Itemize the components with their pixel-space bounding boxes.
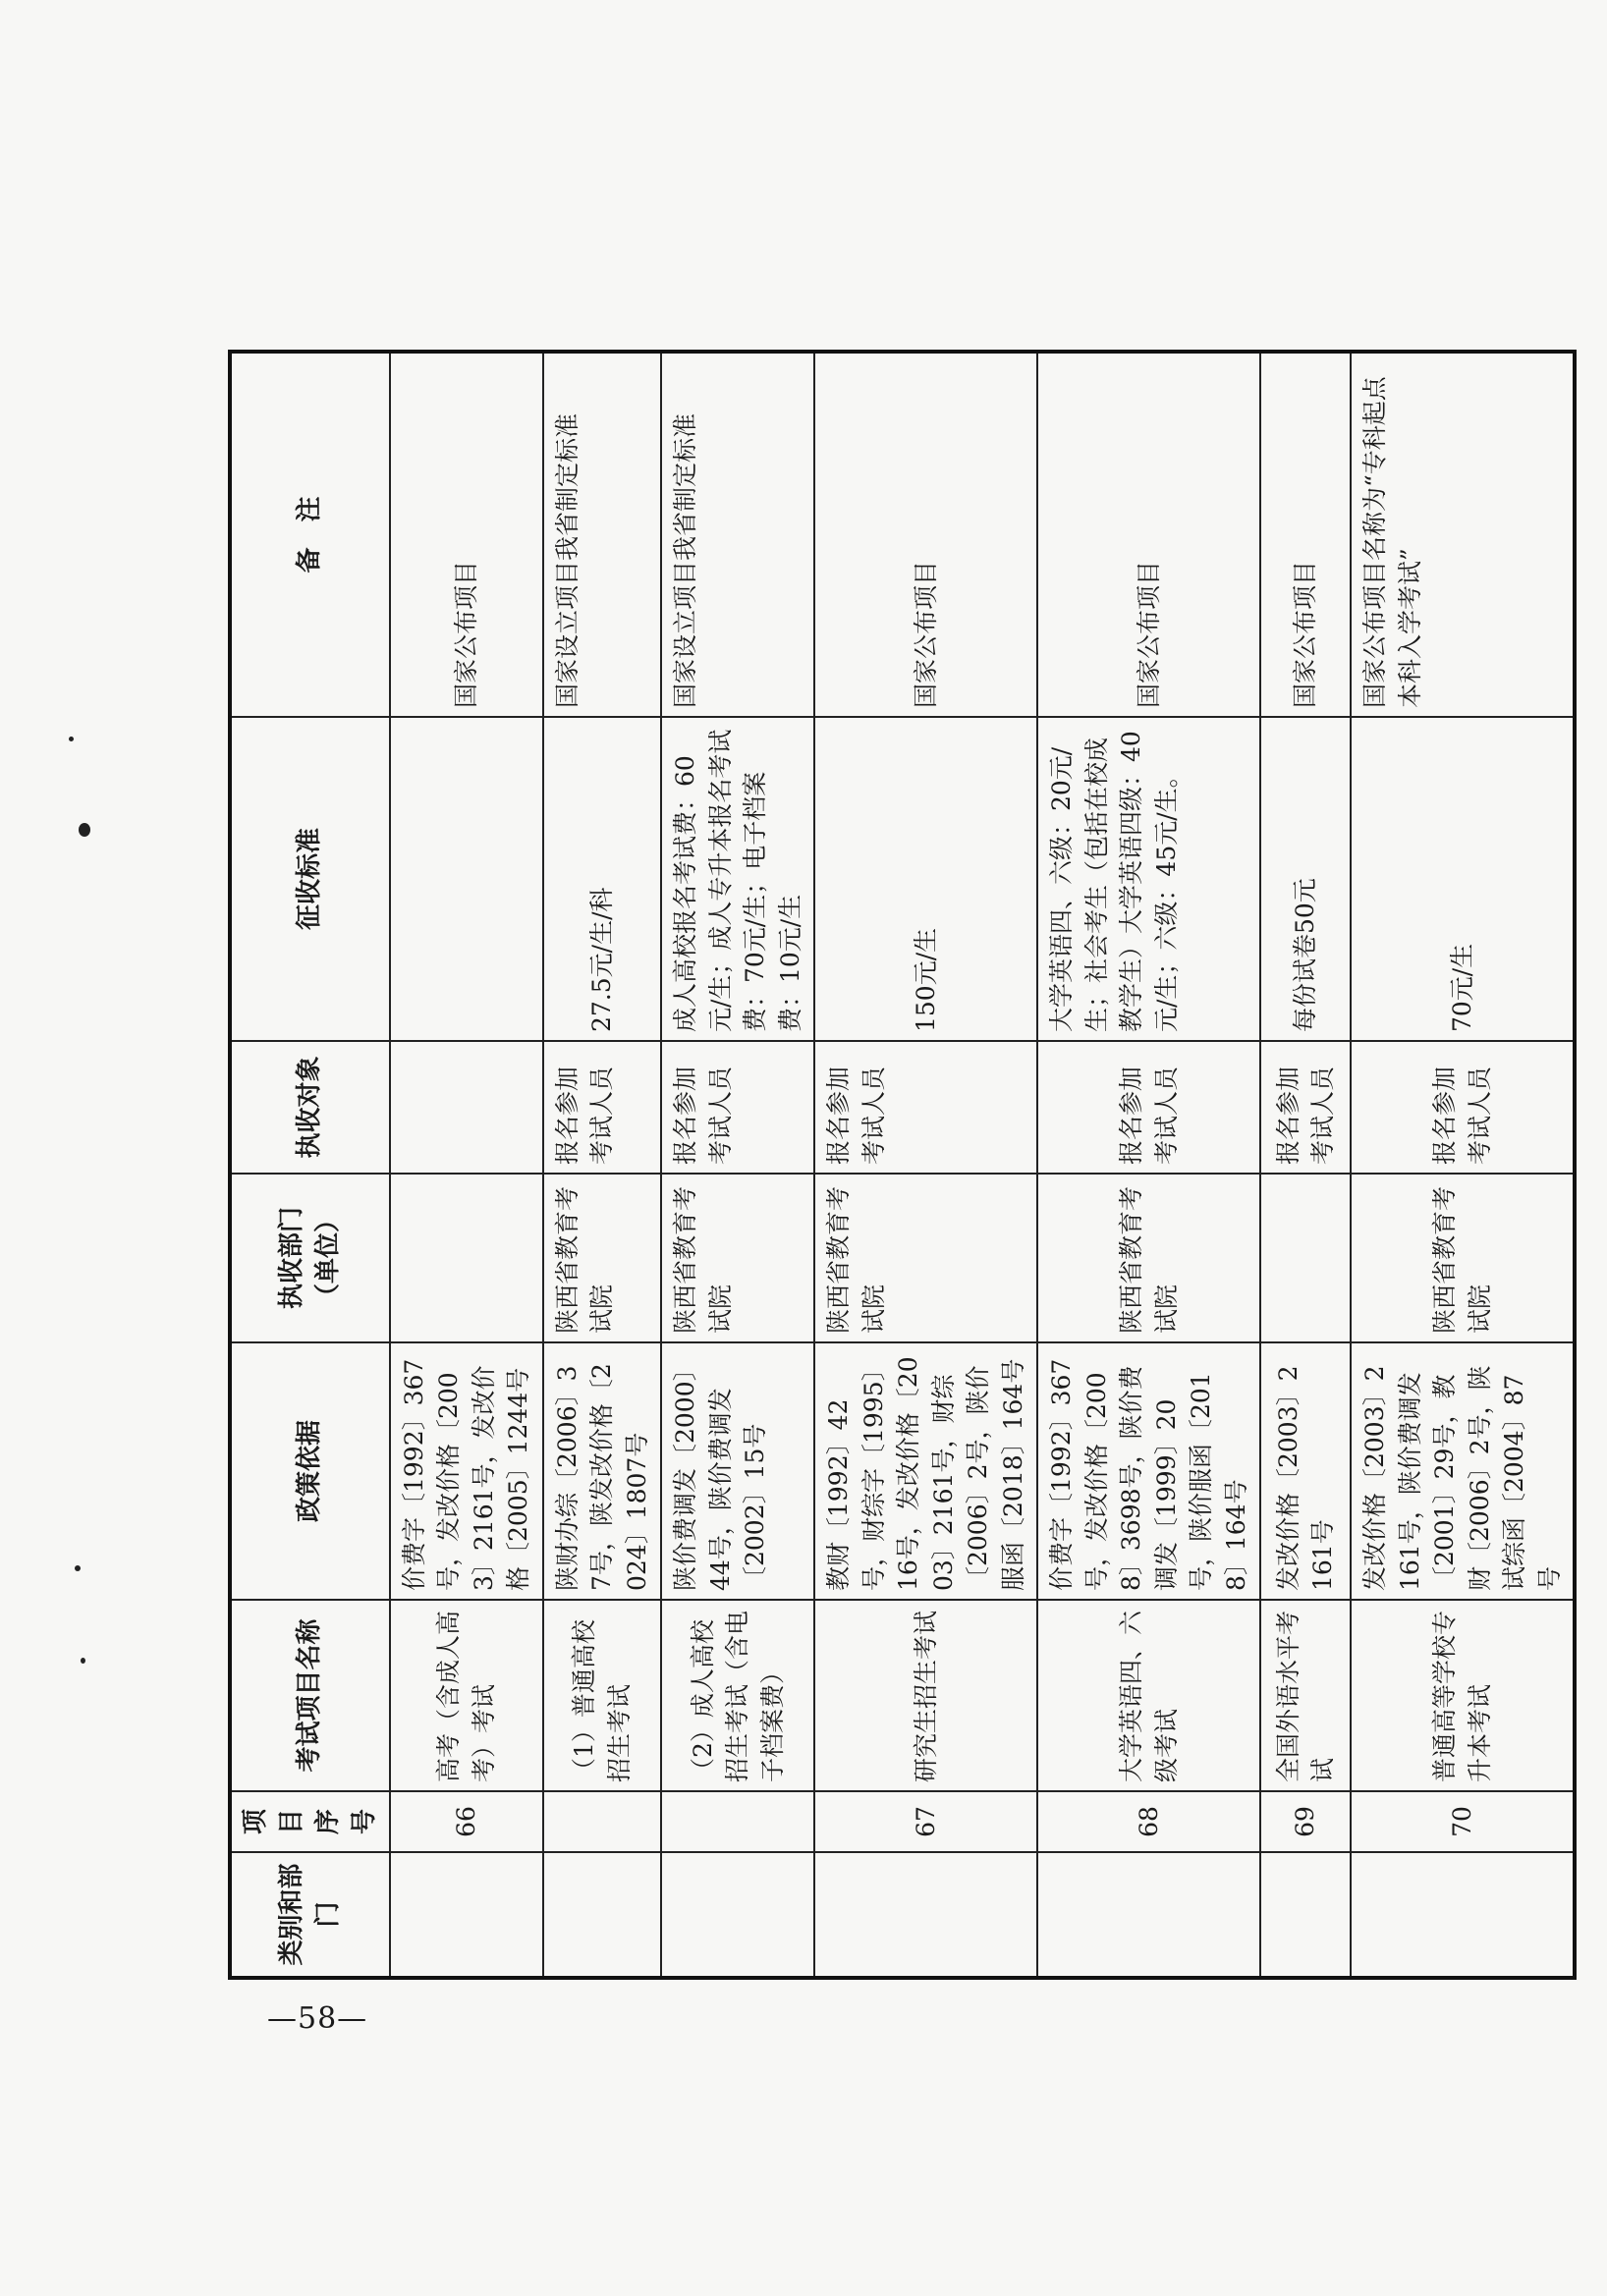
cell-remarks: 国家公布项目 [390, 352, 543, 717]
cell-target: 报名参加考试人员 [543, 1041, 662, 1174]
scan-speck [79, 823, 90, 837]
cell-remarks: 国家公布项目 [1037, 352, 1260, 717]
cell-serial [543, 1791, 662, 1852]
cell-serial: 69 [1260, 1791, 1351, 1852]
cell-target: 报名参加考试人员 [814, 1041, 1037, 1174]
cell-exam-name: 大学英语四、六级考试 [1037, 1600, 1260, 1791]
header-serial: 项目序号 [230, 1791, 390, 1852]
rotated-fee-table [228, 354, 1564, 1980]
cell-target: 报名参加考试人员 [1260, 1041, 1351, 1174]
scan-speck [75, 1565, 81, 1571]
cell-standard: 27.5元/生/科 [543, 717, 662, 1041]
cell-remarks: 国家设立项目我省制定标准 [661, 352, 814, 717]
table-header-row [230, 352, 390, 1978]
table-row [1037, 352, 1260, 1978]
cell-category [814, 1852, 1037, 1978]
table-row [661, 352, 814, 1978]
cell-serial [661, 1791, 814, 1852]
cell-dept: 陕西省教育考试院 [814, 1174, 1037, 1342]
cell-exam-name: 研究生招生考试 [814, 1600, 1037, 1791]
scan-speck [81, 1658, 85, 1664]
cell-dept: 陕西省教育考试院 [661, 1174, 814, 1342]
exam-fee-table [228, 350, 1577, 1980]
cell-serial: 70 [1351, 1791, 1575, 1852]
header-dept: 执收部门（单位） [230, 1174, 390, 1342]
table-row [1351, 352, 1575, 1978]
cell-policy: 教财〔1992〕42号，财综字〔1995〕16号，发改价格〔2003〕2161号，财综〔2006〕2号，陕价服函〔2018〕164号 [814, 1342, 1037, 1600]
cell-exam-name: 高考（含成人高考）考试 [390, 1600, 543, 1791]
cell-category [661, 1852, 814, 1978]
cell-policy: 价费字〔1992〕367号，发改价格〔2008〕3698号，陕价费调发〔1999〕20号，陕价服函〔2018〕164号 [1037, 1342, 1260, 1600]
cell-standard: 70元/生 [1351, 717, 1575, 1041]
table-row [543, 352, 662, 1978]
cell-category [390, 1852, 543, 1978]
cell-category [1260, 1852, 1351, 1978]
header-category: 类别和部门 [230, 1852, 390, 1978]
cell-serial: 68 [1037, 1791, 1260, 1852]
cell-remarks: 国家公布项目 [1260, 352, 1351, 717]
cell-exam-name: （1）普通高校招生考试 [543, 1600, 662, 1791]
cell-target: 报名参加考试人员 [661, 1041, 814, 1174]
cell-target: 报名参加考试人员 [1037, 1041, 1260, 1174]
cell-dept: 陕西省教育考试院 [543, 1174, 662, 1342]
cell-dept [1260, 1174, 1351, 1342]
header-target: 执收对象 [230, 1041, 390, 1174]
cell-policy: 发改价格〔2003〕2161号 [1260, 1342, 1351, 1600]
cell-standard: 150元/生 [814, 717, 1037, 1041]
cell-policy: 陕价费调发〔2000〕44号，陕价费调发〔2002〕15号 [661, 1342, 814, 1600]
table-row [390, 352, 543, 1978]
cell-remarks: 国家公布项目名称为“专科起点本科入学考试” [1351, 352, 1575, 717]
cell-remarks: 国家设立项目我省制定标准 [543, 352, 662, 717]
cell-category [1351, 1852, 1575, 1978]
cell-policy: 陕财办综〔2006〕37号，陕发改价格〔2024〕1807号 [543, 1342, 662, 1600]
header-standard: 征收标准 [230, 717, 390, 1041]
cell-standard [390, 717, 543, 1041]
cell-standard: 每份试卷50元 [1260, 717, 1351, 1041]
cell-standard: 成人高校报名考试费：60元/生；成人专升本报名考试费：70元/生；电子档案费：10元/生 [661, 717, 814, 1041]
cell-serial: 67 [814, 1791, 1037, 1852]
cell-exam-name: 普通高等学校专升本考试 [1351, 1600, 1575, 1791]
cell-policy: 价费字〔1992〕367号，发改价格〔2003〕2161号，发改价格〔2005〕1244号 [390, 1342, 543, 1600]
header-policy: 政策依据 [230, 1342, 390, 1600]
cell-target: 报名参加考试人员 [1351, 1041, 1575, 1174]
cell-category [543, 1852, 662, 1978]
cell-serial: 66 [390, 1791, 543, 1852]
page-number: —58— [267, 2001, 368, 2036]
cell-exam-name: （2）成人高校招生考试（含电子档案费） [661, 1600, 814, 1791]
cell-remarks: 国家公布项目 [814, 352, 1037, 717]
cell-dept: 陕西省教育考试院 [1351, 1174, 1575, 1342]
header-exam-name: 考试项目名称 [230, 1600, 390, 1791]
scan-speck [69, 737, 74, 741]
table-row [814, 352, 1037, 1978]
table-row [1260, 352, 1351, 1978]
cell-category [1037, 1852, 1260, 1978]
cell-dept: 陕西省教育考试院 [1037, 1174, 1260, 1342]
cell-dept [390, 1174, 543, 1342]
cell-standard: 大学英语四、六级：20元/生；社会考生（包括在校成教学生）大学英语四级：40元/生；六级：45元/生。 [1037, 717, 1260, 1041]
cell-target [390, 1041, 543, 1174]
header-remarks: 备 注 [230, 352, 390, 717]
cell-policy: 发改价格〔2003〕2161号，陕价费调发〔2001〕29号，教财〔2006〕2号，陕试综函〔2004〕87号 [1351, 1342, 1575, 1600]
cell-exam-name: 全国外语水平考试 [1260, 1600, 1351, 1791]
